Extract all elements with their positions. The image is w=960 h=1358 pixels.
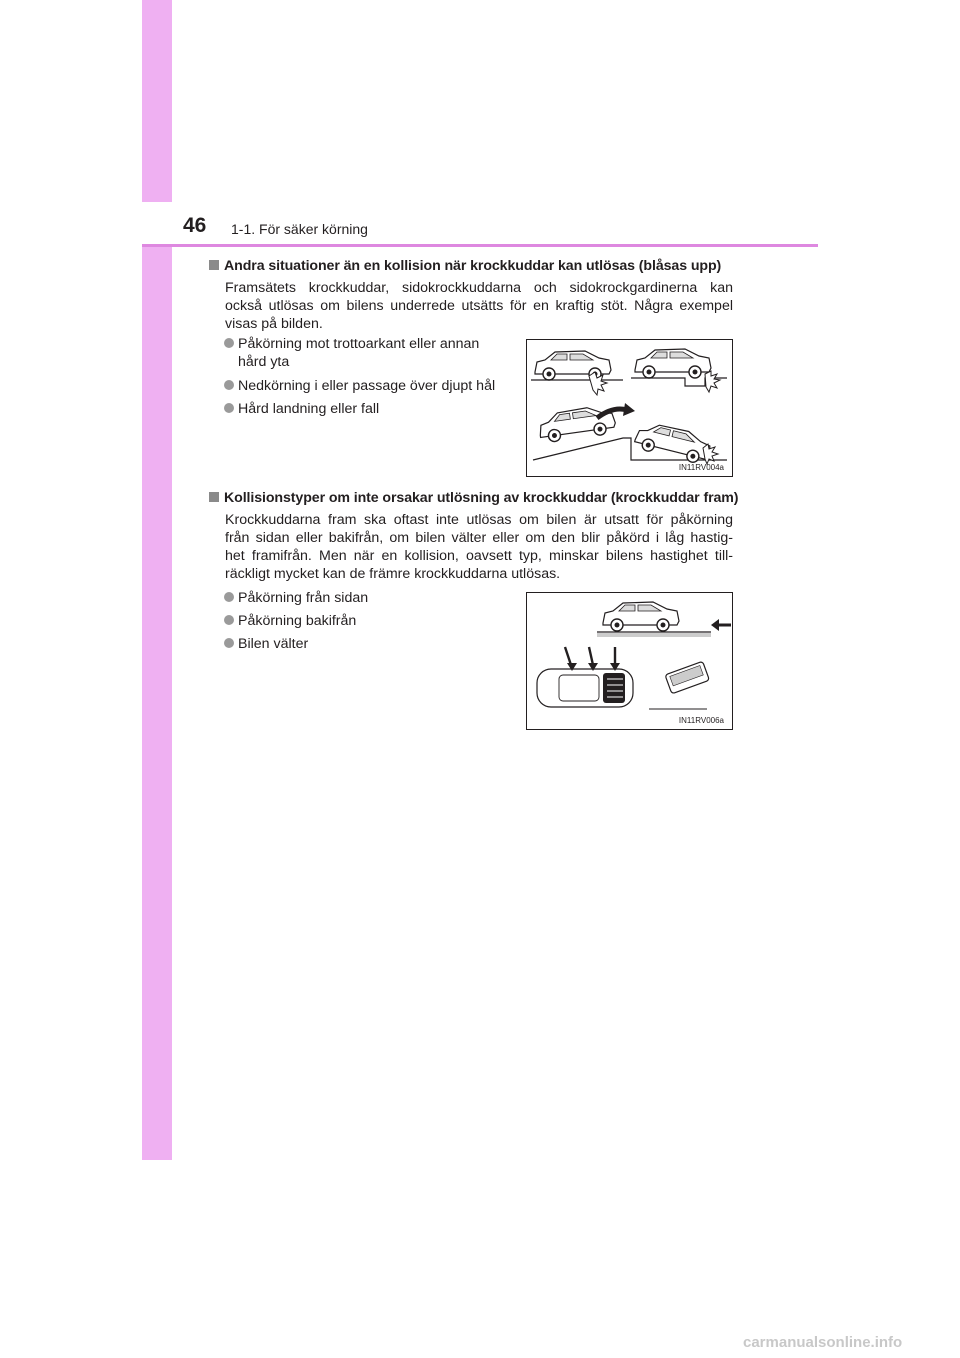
section2-bullet-rollover <box>224 635 308 653</box>
header-rule <box>142 244 818 247</box>
bullet-text: Påkörning mot trottoarkant eller annan <box>238 336 480 352</box>
bullet-text: Hård landning eller fall <box>238 401 380 417</box>
para-line: också utlösas om bilens underrede utsätts för en kraftig stöt. Några exempel <box>225 298 733 314</box>
circle-bullet-icon <box>224 592 234 602</box>
section2-paragraph <box>225 511 733 583</box>
circle-bullet-icon <box>224 338 234 348</box>
para-line: från sidan eller bakifrån, om bilen välter eller om den blir påkörd i låg hastig- <box>225 530 733 546</box>
circle-bullet-icon <box>224 638 234 648</box>
square-bullet-icon <box>209 260 219 270</box>
underbody-impact-illustration <box>527 340 732 476</box>
bullet-text: Påkörning bakifrån <box>238 613 357 629</box>
chapter-title: 1-1. För säker körning <box>231 221 368 237</box>
para-line: visas på bilden. <box>225 316 323 332</box>
circle-bullet-icon <box>224 403 234 413</box>
side-color-strip <box>142 0 172 1160</box>
para-line: het framifrån. Men när en kollision, oavsett typ, minskar bilens hastighet till- <box>225 548 733 564</box>
para-line: Framsätets krockkuddar, sidokrockkuddarna och sidokrockgardinerna kan <box>225 280 733 296</box>
figure-non-deploy-collisions <box>526 592 733 730</box>
figure-code: IN11RV006a <box>678 716 724 725</box>
bullet-text-cont: hård yta <box>238 354 290 370</box>
section1-bullet-landing <box>224 400 379 418</box>
section2-bullet-rear <box>224 612 356 630</box>
watermark: carmanualsonline.info <box>743 1334 903 1351</box>
non-deploy-illustration <box>527 593 732 729</box>
bullet-text: Bilen välter <box>238 636 309 652</box>
figure-code: IN11RV004a <box>678 463 724 472</box>
square-bullet-icon <box>209 492 219 502</box>
section1-paragraph <box>225 279 733 333</box>
figure-underbody-impacts <box>526 339 733 477</box>
bullet-text: Påkörning från sidan <box>238 590 369 606</box>
para-line: räckligt mycket kan de främre krockkuddarna utlösas. <box>225 566 561 582</box>
section1-bullet-curb <box>224 335 479 371</box>
section1-heading-text: Andra situationer än en kollision när krockkuddar kan utlösas (blåsas upp) <box>224 258 722 274</box>
bullet-text: Nedkörning i eller passage över djupt hål <box>238 378 496 394</box>
section2-heading-text: Kollisionstyper om inte orsakar utlösning av krockkuddar (krockkuddar fram) <box>224 490 739 506</box>
section1-bullet-hole <box>224 377 495 395</box>
para-line: Krockkuddarna fram ska oftast inte utlösas om bilen är utsatt för påkörning <box>225 512 733 528</box>
circle-bullet-icon <box>224 380 234 390</box>
section1-heading <box>209 258 721 274</box>
section2-heading <box>209 490 738 506</box>
section2-bullet-side <box>224 589 368 607</box>
page-number: 46 <box>183 214 207 237</box>
circle-bullet-icon <box>224 615 234 625</box>
